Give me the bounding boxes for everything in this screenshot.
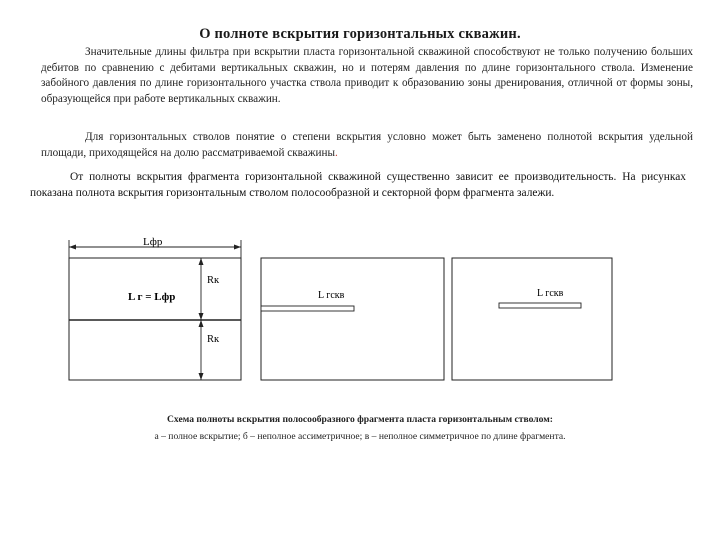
- rk-mid-arrow-up: [199, 313, 204, 320]
- panel-a: [69, 236, 241, 380]
- lfr-left-arrow: [69, 245, 76, 250]
- rk-top-label: Rк: [207, 275, 220, 286]
- panel-b-wellbore: [261, 306, 354, 311]
- paragraph-1-text: Значительные длины фильтра при вскрытии пласта горизонтальной скважиной способствуют не только получению больших дебитов по сравнению с дебитами вертикальных скважин, но и потерям давления по длине горизонтального ствола. Изменение забойного давления по длине горизонтального участка ствола приводит к образованию зоны дренирования, отличной от формы зоны, образующейся при работе вертикальных скважин.: [41, 46, 693, 105]
- figure-caption-title: Схема полноты вскрытия полосообразного фрагмента пласта горизонтальным стволом:: [166, 414, 554, 425]
- lfr-label: Lфр: [143, 236, 163, 248]
- paragraph-2-end: .: [334, 146, 338, 159]
- page-title: О полноте вскрытия горизонтальных скважин.: [199, 26, 521, 42]
- panel-c-frame: [452, 258, 612, 380]
- paragraph-3-text: От полноты вскрытия фрагмента горизонтальной скважиной существенно зависит ее производительность. На рисунках показана полнота вскрытия горизонтальным стволом полосообразной и секторной форм фрагмента залежи.: [30, 171, 686, 199]
- panel-b: [261, 258, 444, 380]
- panel-a-wellbore-label: L г = Lфр: [128, 291, 176, 303]
- panel-b-frame: [261, 258, 444, 380]
- panel-c: [452, 258, 612, 380]
- panel-c-wellbore-label: L гскв: [537, 288, 564, 299]
- lfr-right-arrow: [234, 245, 241, 250]
- rk-mid-arrow-down: [199, 320, 204, 327]
- figure-caption-legend: а – полное вскрытие; б – неполное ассиметричное; в – неполное симметричное по длине фрагмента.: [154, 431, 566, 442]
- panel-b-wellbore-label: L гскв: [318, 290, 345, 301]
- panel-c-wellbore: [499, 303, 581, 308]
- rk-bottom-arrow: [199, 373, 204, 380]
- paragraph-2-text: Для горизонтальных стволов понятие о степени вскрытия условно может быть заменено полнотой вскрытия удельной площади, приходящейся на долю рассматриваемой скважины: [41, 131, 693, 159]
- rk-top-arrow: [199, 258, 204, 265]
- rk-bottom-label: Rк: [207, 334, 220, 345]
